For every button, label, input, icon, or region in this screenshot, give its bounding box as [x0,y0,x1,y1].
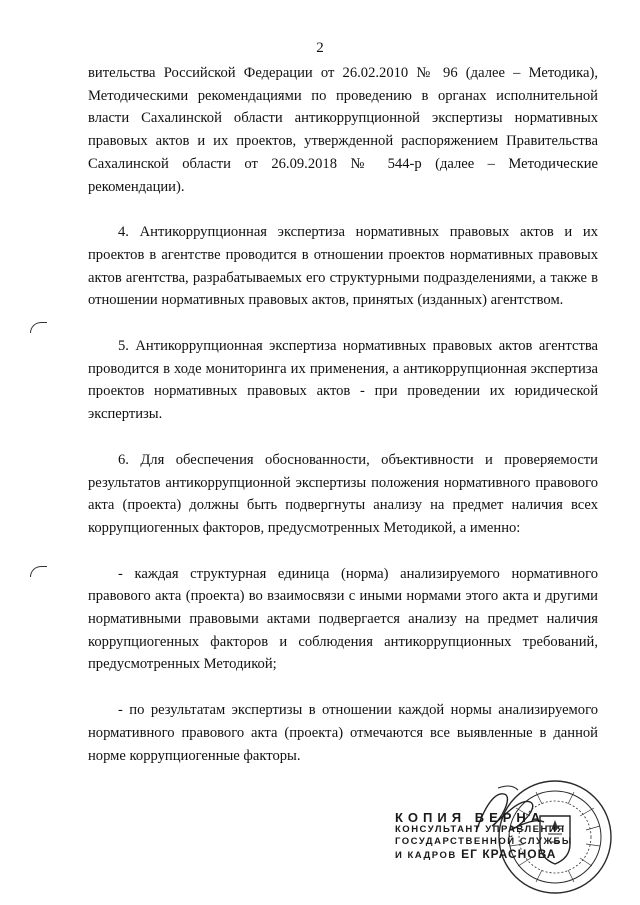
list-item-dash-1: - каждая структурная единица (норма) анализируемого нормативного правового акта (проекта) во взаимосвязи с иными нормами этого акта и другими нормативными правовыми актами подвергается анализу на предмет наличия коррупциогенных факторов и соблюдения антикоррупционных требований, предусмотренных Методикой; [88,565,598,673]
paragraph-item-5: 5. Антикоррупционная экспертиза нормативных правовых актов агентства проводится в ходе мониторинга их применения, а антикоррупционная экспертиза проектов нормативных правовых актов - при проведении их юридической экспертизы. [88,338,598,423]
page-number: 2 [316,40,324,56]
paragraph-item-6: 6. Для обеспечения обоснованности, объективности и проверяемости результатов антикоррупционной экспертизы положения нормативного правового акта (проекта) должны быть подвергнуты анализу на предмет наличия всех коррупциогенных факторов, предусмотренных Методикой, а именно: [88,451,598,536]
copy-certification-stamp [395,812,573,862]
paragraph-continuation: вительства Российской Федерации от 26.02.2010 № 96 (далее – Методика), Методическими рекомендациями по проведению в органах исполнительной власти Сахалинской области антикоррупционной экспертизы нормативных правовых актов и их проектов, утвержденной распоряжением Правительства Сахалинской области от 26.09.2018 № 544-р (далее – Методические рекомендации). [88,65,598,195]
punch-hole-mark-bottom [30,566,47,577]
stamp-signatory-name: ЕГ КРАСНОВА [461,847,557,861]
list-item-dash-2: - по результатам экспертизы в отношении каждой нормы анализируемого нормативного правового акта (проекта) отмечаются все выявленные в данной норме коррупциогенные факторы. [88,702,598,764]
paragraph-item-4: 4. Антикоррупционная экспертиза нормативных правовых актов и их проектов в агентстве проводится в отношении проектов нормативных правовых актов агентства, разрабатываемых его структурными подразделениями, а также в отношении нормативных правовых актов, принятых (изданных) агентством. [88,224,598,309]
stamp-position-line: КОНСУЛЬТАНТ УПРАВЛЕНИЯ [395,824,566,835]
stamp-department-line: ГОСУДАРСТВЕННОЙ СЛУЖБЫ [395,836,573,847]
punch-hole-mark-top [30,322,47,333]
stamp-department-suffix: И КАДРОВ [395,850,457,861]
stamp-copy-verified: КОПИЯ ВЕРНА [395,810,546,825]
document-body [88,62,598,767]
